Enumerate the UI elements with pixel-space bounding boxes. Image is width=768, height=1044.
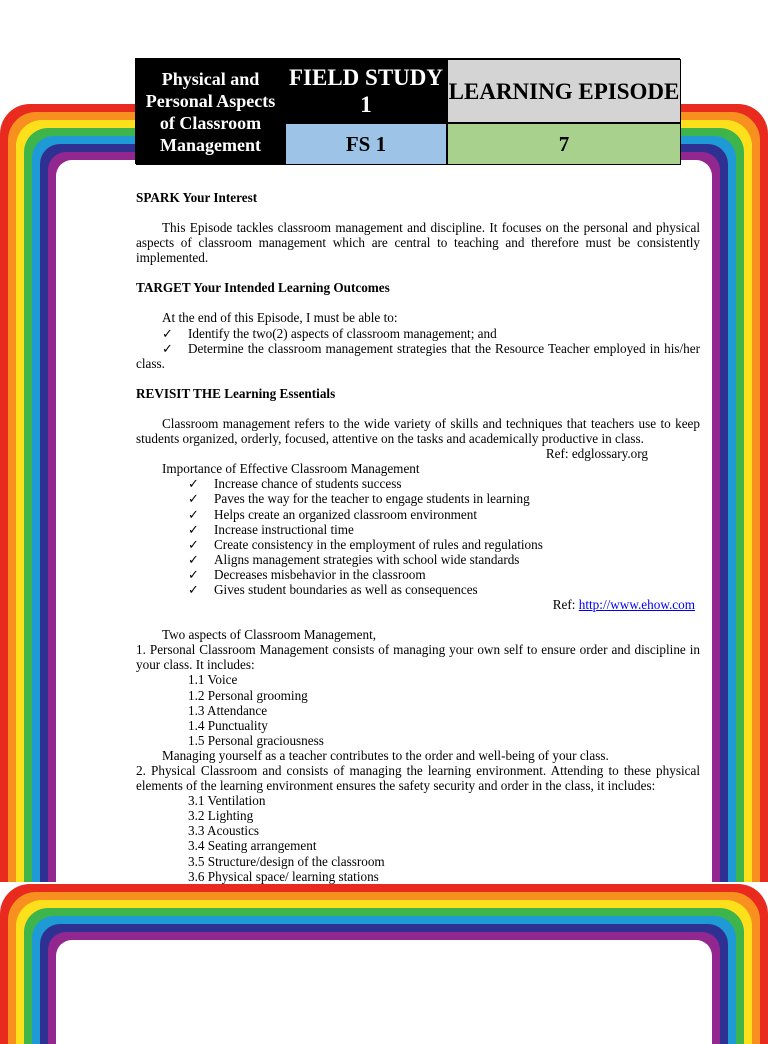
check-icon: ✓	[188, 566, 200, 582]
physical-paragraph: 2. Physical Classroom and consists of managing the learning environment. Attending to these physical elements of the learning environment ensures the safety security and order in the class, it includes:	[136, 763, 700, 794]
revisit-heading: REVISIT THE Learning Essentials	[136, 385, 336, 401]
check-icon: ✓	[188, 581, 200, 597]
physical-item: 3.1 Ventilation	[188, 793, 266, 809]
importance-item: Aligns management strategies with school wide standards	[214, 551, 520, 567]
ehow-link[interactable]: http://www.ehow.com	[578, 597, 695, 613]
importance-item: Increase instructional time	[214, 521, 354, 537]
check-icon: ✓	[188, 551, 200, 567]
list-item	[136, 522, 700, 537]
list-item	[136, 326, 700, 341]
physical-item: 3.5 Structure/design of the classroom	[188, 853, 385, 869]
importance-item: Create consistency in the employment of rules and regulations	[214, 536, 543, 552]
target-item: Determine the classroom management strategies that the Resource Teacher employed in his/her class.	[136, 340, 700, 371]
personal-item: 1.3 Attendance	[188, 702, 268, 718]
episode-title-cell: Physical and Personal Aspects of Classroom Management	[136, 59, 285, 165]
importance-title: Importance of Effective Classroom Management	[162, 461, 420, 477]
personal-item: 1.5 Personal graciousness	[188, 732, 324, 748]
field-study-cell: FIELD STUDY 1	[285, 59, 447, 123]
episode-number-cell: 7	[447, 123, 681, 165]
reference-ehow	[136, 597, 700, 612]
personal-paragraph: 1. Personal Classroom Management consists of managing your own self to ensure order and discipline in your class. It includes:	[136, 642, 700, 673]
target-intro: At the end of this Episode, I must be able to:	[162, 310, 398, 326]
list-item	[136, 491, 700, 506]
check-icon: ✓	[188, 476, 200, 492]
list-item	[136, 582, 700, 597]
check-icon: ✓	[188, 536, 200, 552]
rainbow-border-bottom-page	[0, 884, 768, 1044]
personal-close: Managing yourself as a teacher contributes to the order and well-being of your class.	[162, 747, 609, 763]
personal-item: 1.2 Personal grooming	[188, 687, 308, 703]
check-icon: ✓	[188, 506, 200, 522]
importance-item: Helps create an organized classroom environment	[214, 506, 478, 522]
spark-heading: SPARK Your Interest	[136, 190, 258, 205]
personal-item: 1.4 Punctuality	[188, 717, 268, 733]
spark-paragraph: This Episode tackles classroom management and discipline. It focuses on the personal and physical aspects of classroom management which are central to teaching and therefore must be consistently implemented.	[136, 220, 700, 266]
target-item: Identify the two(2) aspects of classroom management; and	[188, 325, 497, 341]
check-icon: ✓	[162, 340, 174, 356]
revisit-paragraph: Classroom management refers to the wide variety of skills and techniques that teachers use to keep students organized, orderly, focused, attentive on the tasks and academically productive in class.	[136, 415, 700, 447]
importance-item: Gives student boundaries as well as consequences	[214, 581, 478, 597]
list-item	[136, 552, 700, 567]
personal-item: 1.1 Voice	[188, 672, 238, 688]
list-item	[136, 341, 700, 371]
aspects-title: Two aspects of Classroom Management,	[162, 627, 377, 643]
importance-item: Decreases misbehavior in the classroom	[214, 566, 426, 582]
importance-item: Paves the way for the teacher to engage students in learning	[214, 491, 530, 507]
personal-list	[136, 672, 700, 747]
episode-header-table	[135, 58, 680, 164]
list-item	[136, 567, 700, 582]
physical-list	[136, 793, 700, 884]
physical-item: 3.3 Acoustics	[188, 823, 260, 839]
fs-code-cell: FS 1	[285, 123, 447, 165]
target-heading: TARGET Your Intended Learning Outcomes	[136, 280, 390, 296]
list-item	[136, 507, 700, 522]
list-item	[136, 537, 700, 552]
list-item	[136, 476, 700, 491]
check-icon: ✓	[188, 491, 200, 507]
check-icon: ✓	[188, 521, 200, 537]
importance-item: Increase chance of students success	[214, 476, 402, 492]
physical-item: 3.2 Lighting	[188, 808, 254, 824]
page-content	[136, 190, 700, 884]
physical-item: 3.6 Physical space/ learning stations	[188, 868, 379, 884]
learning-episode-cell: LEARNING EPISODE	[447, 59, 681, 123]
physical-item: 3.4 Seating arrangement	[188, 838, 317, 854]
check-icon: ✓	[162, 325, 174, 341]
page-panel	[56, 940, 712, 1044]
reference-edglossary: Ref: edglossary.org	[545, 446, 648, 462]
importance-list	[136, 476, 700, 597]
reference-label: Ref:	[552, 597, 579, 613]
